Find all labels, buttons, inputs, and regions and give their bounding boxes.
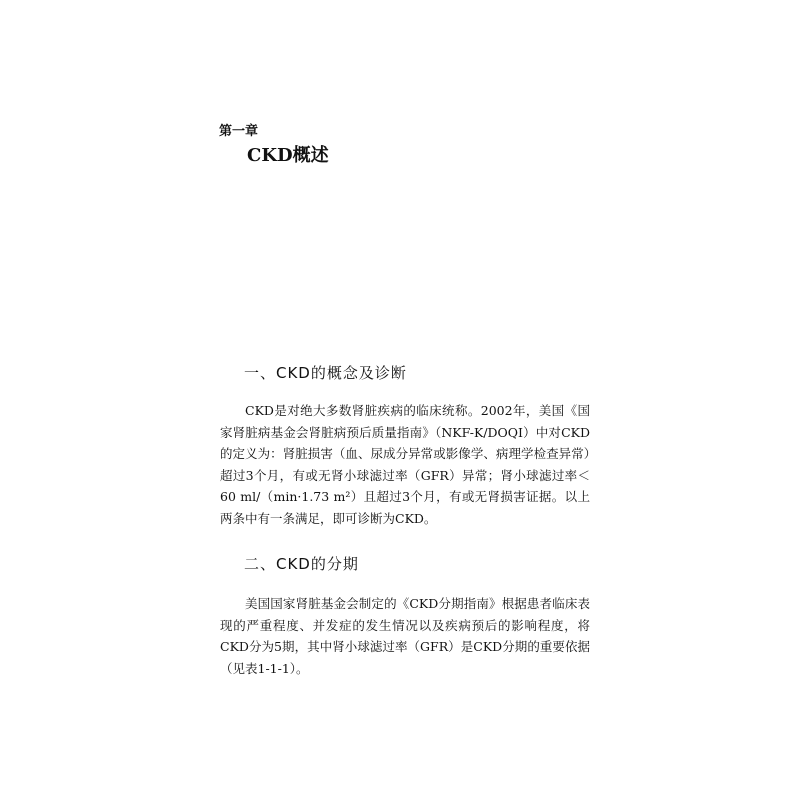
chapter-label: 第一章 bbox=[219, 124, 259, 139]
section-heading-concept-diagnosis: 一、CKD的概念及诊断 bbox=[244, 364, 407, 382]
section-heading-staging: 二、CKD的分期 bbox=[244, 555, 359, 573]
paragraph-staging: 美国国家肾脏基金会制定的《CKD分期指南》根据患者临床表现的严重程度、并发症的发生情况以及疾病预后的影响程度，将CKD分为5期，其中肾小球滤过率（GFR）是CKD分期的重要依据（见表1-1-1）。 bbox=[220, 596, 590, 676]
paragraph-concept-diagnosis: CKD是对绝大多数肾脏疾病的临床统称。2002年，美国《国家肾脏病基金会肾脏病预后质量指南》（NKF-K/DOQI）中对CKD的定义为：肾脏损害（血、尿成分异常或影像学、病理学检查异常）超过3个月，有或无肾小球滤过率（GFR）异常；肾小球滤过率＜60 ml/（min·1.73 m²）且超过3个月，有或无肾损害证据。以上两条中有一条满足，即可诊断为CKD。 bbox=[220, 403, 590, 526]
chapter-title: CKD概述 bbox=[247, 145, 329, 166]
